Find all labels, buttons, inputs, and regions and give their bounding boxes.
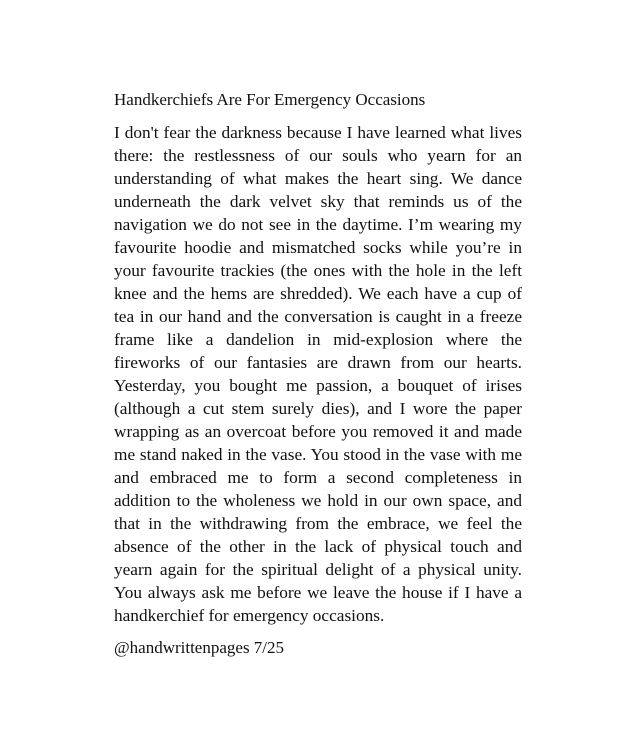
document-title: Handkerchiefs Are For Emergency Occasions [114,90,426,109]
signature-footer: @handwrittenpages 7/25 [114,638,285,657]
document-page [114,89,522,659]
body-paragraph: I don't fear the darkness because I have learned what lives there: the restlessness of our souls who yearn for an understanding of what makes the heart sing. We dance underneath the dark velvet sky that reminds us of the navigation we do not see in the daytime. I’m wearing my favourite hoodie and mismatched socks while you’re in your favourite trackies (the ones with the hole in the left knee and the hems are shredded). We each have a cup of tea in our hand and the conversation is caught in a freeze frame like a dandelion in mid-explosion where the fireworks of our fantasies are drawn from our hearts. Yesterday, you bought me passion, a bouquet of irises (although a cut stem surely dies), and I wore the paper wrapping as an overcoat before you removed it and made me stand naked in the vase. You stood in the vase with me and embraced me to form a second completeness in addition to the wholeness we hold in our own space, and that in the withdrawing from the embrace, we feel the absence of the other in the lack of physical touch and yearn again for the spiritual delight of a physical unity. You always ask me before we leave the house if I have a handkerchief for emergency occasions. [114,123,522,625]
